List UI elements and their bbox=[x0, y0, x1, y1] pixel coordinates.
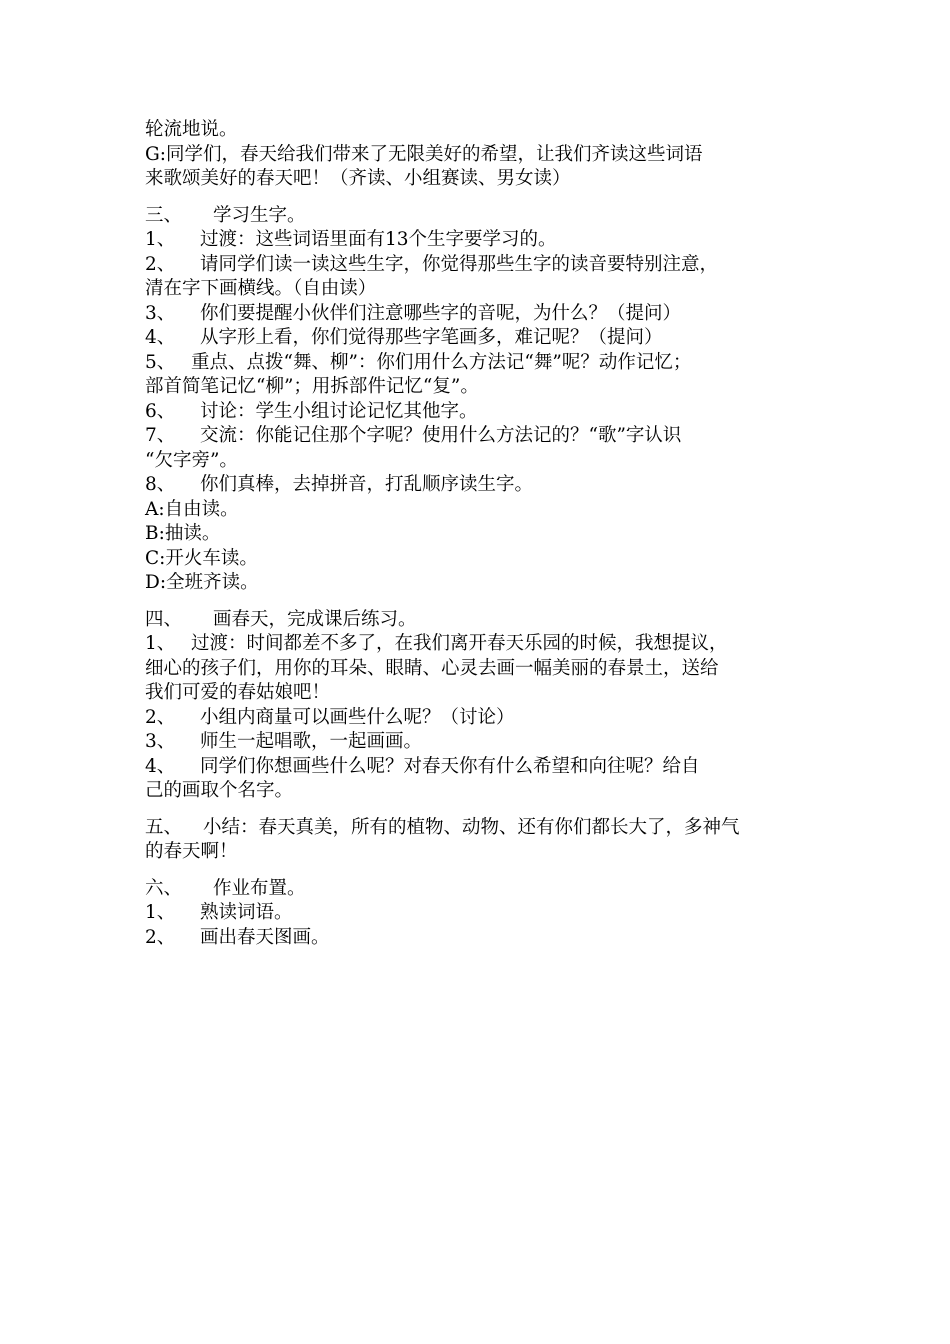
section-6-title: 作业布置。 bbox=[213, 877, 306, 899]
section-6-item-1: 1、 熟读词语。 bbox=[145, 902, 293, 923]
section-3-sub-a: A:自由读。 bbox=[145, 498, 239, 520]
intro-line-3: 来歌颂美好的春天吧！（齐读、小组赛读、男女读） bbox=[145, 168, 571, 189]
section-3-sub-d: D:全班齐读。 bbox=[145, 572, 259, 593]
section-3-item-5: 5、 重点、点拨“舞、柳”：你们用什么方法记“舞”呢？动作记忆； bbox=[145, 351, 692, 373]
section-3-item-2: 2、 请同学们读一读这些生字，你觉得那些生字的读音要特别注意， bbox=[145, 253, 719, 275]
section-4-item-4-cont: 己的画取个名字。 bbox=[145, 780, 294, 801]
section-3-number: 三、 bbox=[145, 204, 183, 226]
section-4-title: 画春天，完成课后练习。 bbox=[213, 608, 417, 630]
section-4-item-2: 2、 小组内商量可以画些什么呢？（讨论） bbox=[145, 706, 515, 728]
section-4-item-4: 4、 同学们你想画些什么呢？对春天你有什么希望和向往呢？给自 bbox=[145, 755, 700, 777]
section-4-item-1-cont-2: 我们可爱的春姑娘吧！ bbox=[145, 682, 331, 703]
section-4-heading bbox=[145, 608, 815, 633]
section-3-item-8: 8、 你们真棒，去掉拼音，打乱顺序读生字。 bbox=[145, 474, 534, 495]
section-5-summary: 五、 小结：春天真美，所有的植物、动物、还有你们都长大了，多神气 bbox=[145, 816, 815, 841]
section-4-item-1: 1、 过渡：时间都差不多了，在我们离开春天乐园的时候，我想提议， bbox=[145, 633, 728, 654]
section-4-item-3: 3、 师生一起唱歌，一起画画。 bbox=[145, 731, 423, 752]
section-6-item-2: 2、 画出春天图画。 bbox=[145, 926, 330, 948]
section-3-sub-b: B:抽读。 bbox=[145, 523, 221, 544]
section-3-item-7: 7、 交流：你能记住那个字呢？使用什么方法记的？“歌”字认识 bbox=[145, 425, 682, 446]
document-page bbox=[145, 118, 815, 950]
section-3-item-4: 4、 从字形上看，你们觉得那些字笔画多，难记呢？（提问） bbox=[145, 327, 663, 348]
section-3-item-1: 1、 过渡：这些词语里面有13个生字要学习的。 bbox=[145, 229, 557, 250]
section-4-number: 四、 bbox=[145, 608, 183, 630]
section-6-heading bbox=[145, 877, 815, 902]
intro-line-2: G:同学们，春天给我们带来了无限美好的希望，让我们齐读这些词语 bbox=[145, 143, 703, 165]
section-3-item-2-cont: 清在字下画横线。（自由读） bbox=[145, 278, 377, 299]
section-3-item-3: 3、 你们要提醒小伙伴们注意哪些字的音呢，为什么？（提问） bbox=[145, 302, 682, 324]
section-6-number: 六、 bbox=[145, 877, 183, 899]
section-3-item-7-cont: “欠字旁”。 bbox=[145, 449, 238, 471]
section-3-sub-c: C:开火车读。 bbox=[145, 547, 258, 569]
section-3-heading bbox=[145, 204, 815, 229]
section-4-item-1-cont-1: 细心的孩子们，用你的耳朵、眼睛、心灵去画一幅美丽的春景土，送给 bbox=[145, 657, 719, 679]
section-5-number: 五、 bbox=[145, 816, 183, 838]
intro-line-1: 轮流地说。 bbox=[145, 119, 238, 140]
section-3-item-6: 6、 讨论：学生小组讨论记忆其他字。 bbox=[145, 400, 478, 422]
section-3-item-5-cont: 部首简笔记忆“柳”；用拆部件记忆“复”。 bbox=[145, 376, 479, 397]
section-3-title: 学习生字。 bbox=[213, 204, 306, 226]
section-5-summary-cont: 的春天啊！ bbox=[145, 841, 238, 862]
